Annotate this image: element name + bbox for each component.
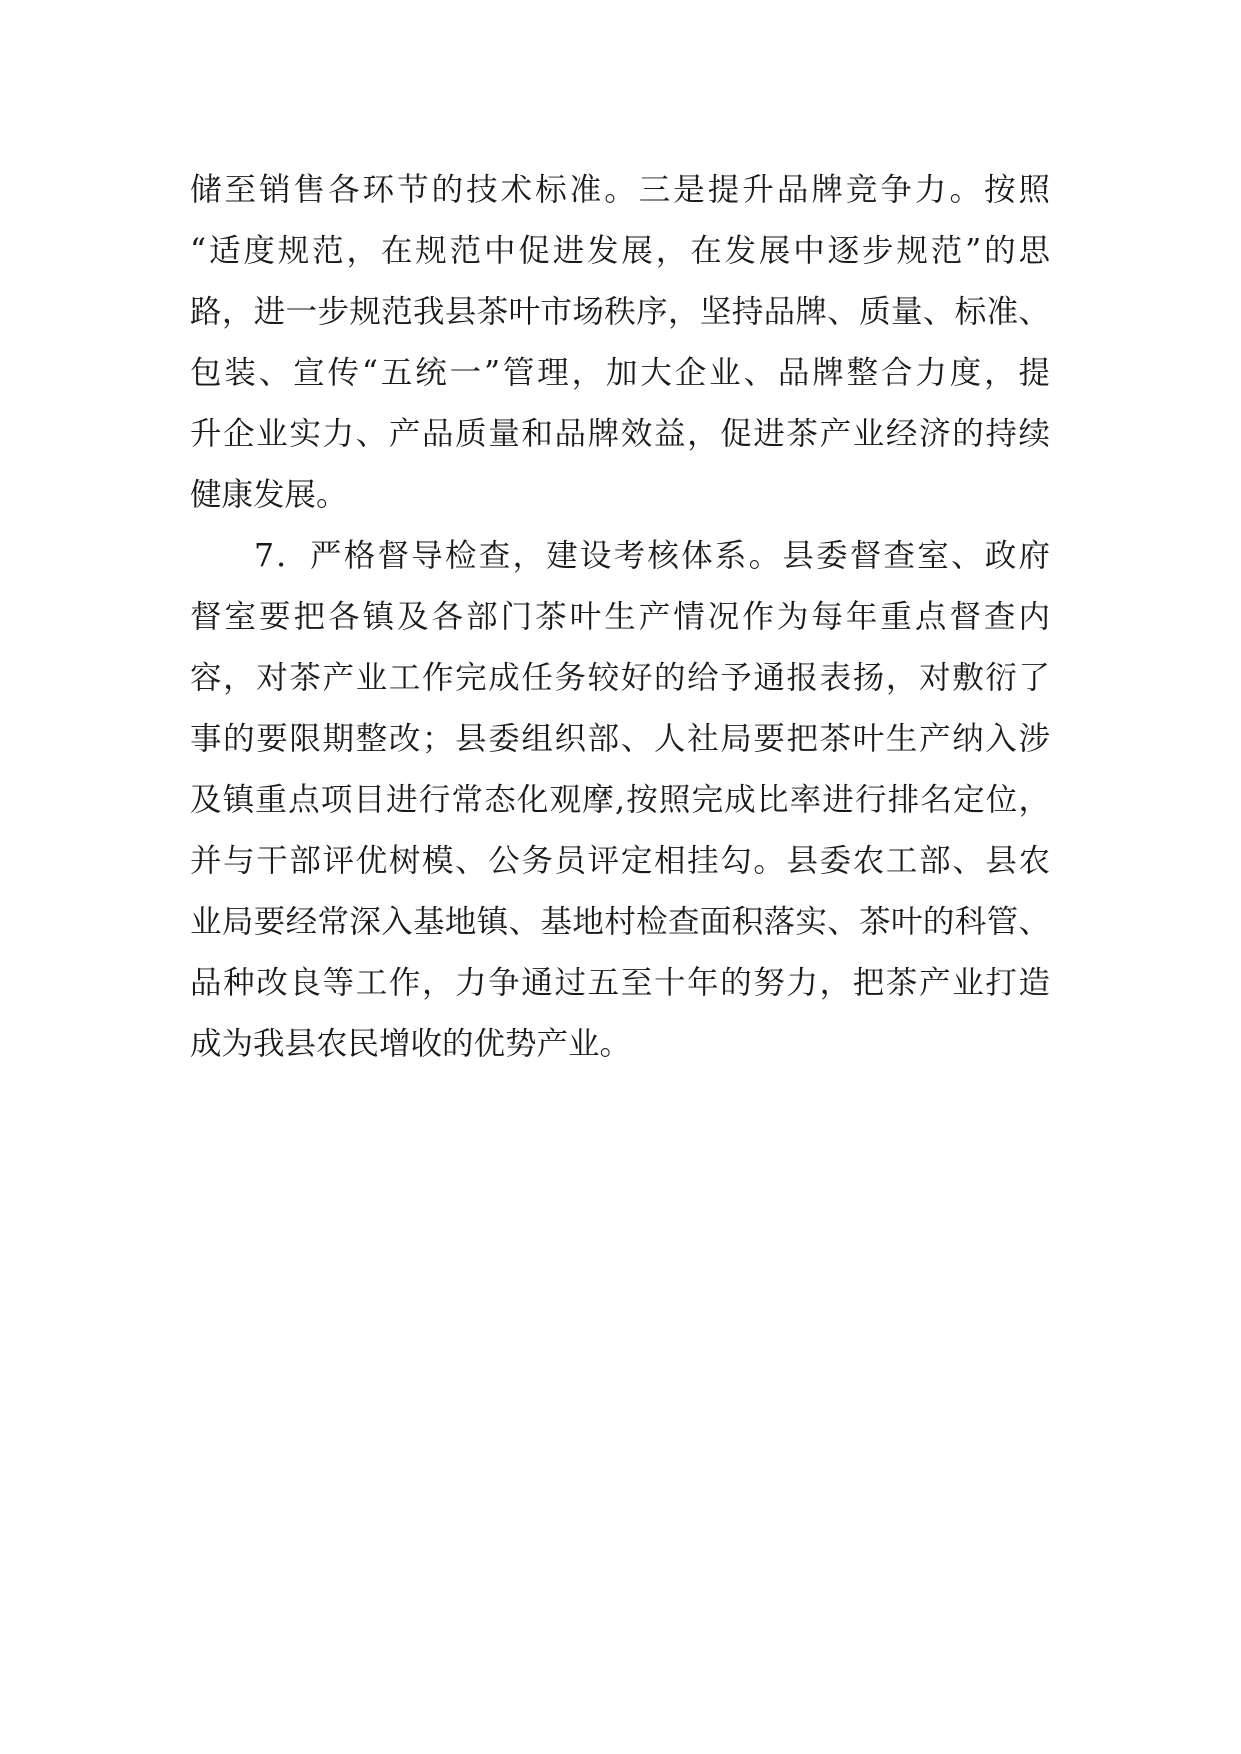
text-line: 事的要限期整改；县委组织部、人社局要把茶叶生产纳入涉 <box>190 721 1050 757</box>
text-line: 容，对茶产业工作完成任务较好的给予通报表扬，对敷衍了 <box>190 660 1050 696</box>
text-line: 及镇重点项目进行常态化观摩,按照完成比率进行排名定位， <box>190 782 1050 818</box>
text-line: 升企业实力、产品质量和品牌效益，促进茶产业经济的持续 <box>190 416 1050 452</box>
text-line: 储至销售各环节的技术标准。三是提升品牌竞争力。按照 <box>190 172 1050 208</box>
paragraph-brand-competitiveness <box>190 160 1050 526</box>
text-line: 路，进一步规范我县茶叶市场秩序，坚持品牌、质量、标准、 <box>190 294 1050 330</box>
text-line: “适度规范，在规范中促进发展，在发展中逐步规范”的思 <box>190 233 1050 269</box>
paragraph-supervision-inspection <box>190 526 1050 1075</box>
text-line: 并与干部评优树模、公务员评定相挂勾。县委农工部、县农 <box>190 843 1050 879</box>
text-line: 业局要经常深入基地镇、基地村检查面积落实、茶叶的科管、 <box>190 904 1050 940</box>
text-line: 健康发展。 <box>190 477 348 513</box>
text-line: 7．严格督导检查，建设考核体系。县委督查室、政府 <box>254 538 1050 574</box>
text-line: 成为我县农民增收的优势产业。 <box>190 1026 632 1062</box>
text-line: 品种改良等工作，力争通过五至十年的努力，把茶产业打造 <box>190 965 1050 1001</box>
text-line: 包装、宣传“五统一”管理，加大企业、品牌整合力度，提 <box>190 355 1050 391</box>
text-line: 督室要把各镇及各部门茶叶生产情况作为每年重点督查内 <box>190 599 1050 635</box>
document-body <box>190 160 1050 1075</box>
